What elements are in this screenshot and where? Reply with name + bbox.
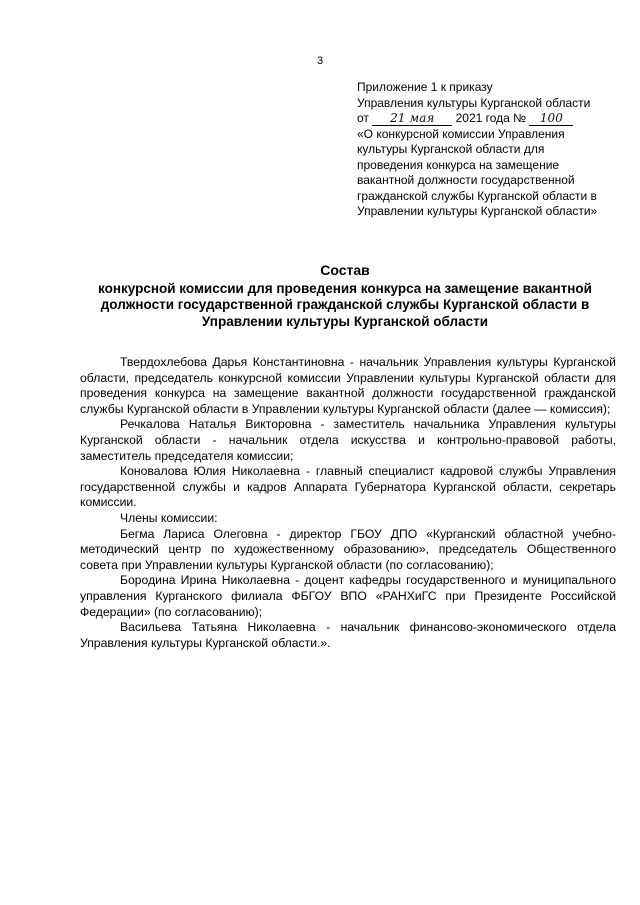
document-title: [60, 262, 630, 330]
date-prefix: от: [357, 111, 369, 125]
appendix-date-line: [357, 111, 627, 127]
appendix-line-4: «О конкурсной комиссии Управления: [357, 126, 565, 141]
appendix-line-8: гражданской службы Курганской области в: [357, 188, 597, 203]
member-paragraph: Васильева Татьяна Николаевна - начальник финансово-экономического отдела Управления культуры Курганской области.».: [80, 620, 616, 650]
appendix-header: [357, 80, 627, 220]
member-paragraph: Твердохлебова Дарья Константиновна - начальник Управления культуры Курганской области, председатель конкурсной комиссии Управлении культуры Курганской области для проведения конкурса на замещение вакантной должности государственной гражданской службы Курганской области в Управлении культуры Курганской области (далее — комиссия);: [80, 355, 616, 416]
appendix-line-1: Приложение 1 к приказу: [357, 80, 493, 94]
commission-list: [80, 355, 616, 651]
appendix-line-5: культуры Курганской области для: [357, 142, 545, 156]
member-paragraph: Коновалова Юлия Николаевна - главный специалист кадровой службы Управления государственной службы и кадров Аппарата Губернатора Курганской области, секретарь комиссии.: [80, 464, 616, 510]
handwritten-order-number: 100: [529, 112, 573, 126]
appendix-line-7: вакантной должности государственной: [357, 173, 575, 187]
member-paragraph: Бегма Лариса Олеговна - директор ГБОУ ДПО «Курганский областной учебно-методический центр по художественному образованию», председатель Общественного совета при Управлении культуры Курганской области (по согласованию);: [80, 526, 616, 572]
year-text: 2021 года №: [455, 111, 527, 125]
members-heading: Члены комиссии:: [120, 510, 218, 525]
member-paragraph: Бородина Ирина Николаевна - доцент кафедры государственного и муниципального управления Курганского филиала ФБГОУ ВПО «РАНХиГС при Президенте Российской Федерации» (по согласованию);: [80, 573, 616, 619]
handwritten-date: 21 мая: [372, 112, 452, 126]
appendix-line-2: Управления культуры Курганской области: [357, 95, 591, 110]
appendix-line-9: Управлении культуры Курганской области»: [357, 204, 598, 218]
title-heading: Состав: [320, 262, 370, 278]
page-number: 3: [316, 55, 324, 67]
member-paragraph: Речкалова Наталья Викторовна - заместитель начальника Управления культуры Курганской области - начальник отдела искусства и контрольно-правовой работы, заместитель председателя комиссии;: [80, 417, 616, 463]
title-subtitle: конкурсной комиссии для проведения конкурса на замещение вакантной должности государственной гражданской службы Курганской области в Управлении культуры Курганской области: [98, 280, 592, 329]
appendix-line-6: проведения конкурса на замещение: [357, 157, 560, 172]
